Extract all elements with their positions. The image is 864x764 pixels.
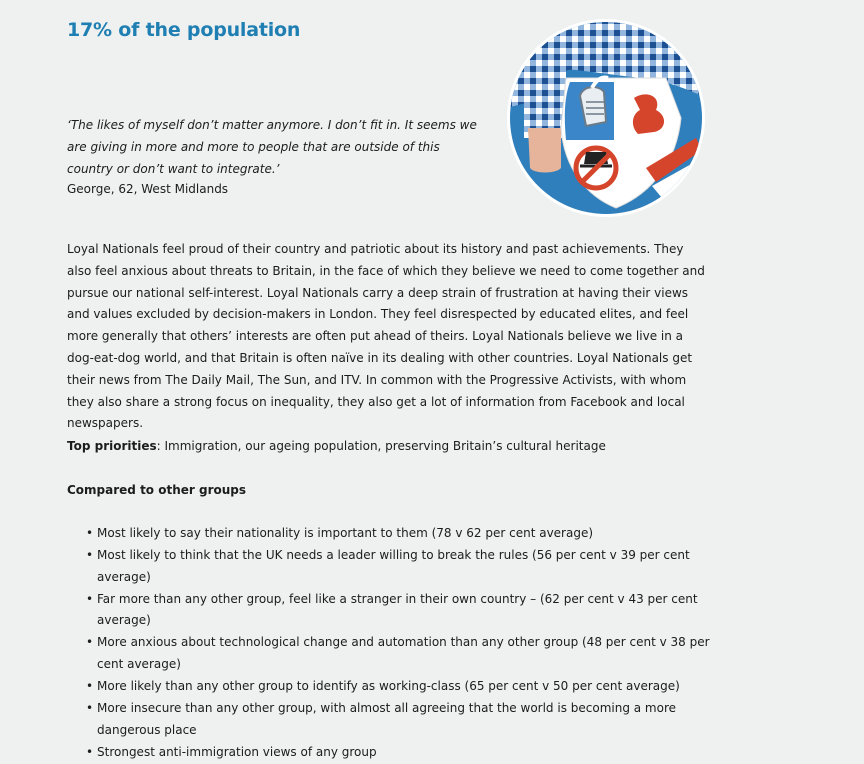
top-priorities [67,435,606,457]
quote-attribution: George, 62, West Midlands [67,182,229,196]
top-priorities-label: Top priorities [67,439,157,453]
comparison-list [97,523,717,764]
compared-heading: Compared to other groups [67,483,247,497]
list-item: • Most likely to think that the UK needs a leader willing to break the rules (56 per cent v 39 per cent average) [97,545,717,588]
knight-shield-illustration [506,18,706,218]
list-item: • More anxious about technological change and automation than any other group (48 per cent v 38 per cent average) [97,632,717,675]
group-description: Loyal Nationals feel proud of their country and patriotic about its history and past achievements. They also feel anxious about threats to Britain, in the face of which they believe we need to come together and pursue our national self-interest. Loyal Nationals carry a deep strain of frustration at having their views and values excluded by decision-makers in London. They feel disrespected by educated elites, and feel more generally that others’ interests are often put ahead of theirs. Loyal Nationals believe we live in a dog-eat-dog world, and that Britain is often naïve in its dealing with other countries. Loyal Nationals get their news from The Daily Mail, The Sun, and ITV. In common with the Progressive Activists, with whom they also share a strong focus on inequality, they also get a lot of information from Facebook and local newspapers. [67,242,705,431]
top-priorities-text: : Immigration, our ageing population, preserving Britain’s cultural heritage [156,439,606,453]
list-item: • More likely than any other group to identify as working-class (65 per cent v 50 per cent average) [97,676,717,697]
list-item: • More insecure than any other group, with almost all agreeing that the world is becoming a more dangerous place [97,698,717,741]
list-item: • Far more than any other group, feel like a stranger in their own country – (62 per cent v 43 per cent average) [97,589,717,632]
section-heading: 17% of the population [67,19,301,41]
list-item: • Strongest anti-immigration views of any group [97,742,717,763]
quote-text: ‘The likes of myself don’t matter anymore. I don’t fit in. It seems we are giving in more and more to people that are outside of this country or don’t want to integrate.’ [67,118,477,176]
list-item: • Most likely to say their nationality is important to them (78 v 62 per cent average) [97,523,717,544]
